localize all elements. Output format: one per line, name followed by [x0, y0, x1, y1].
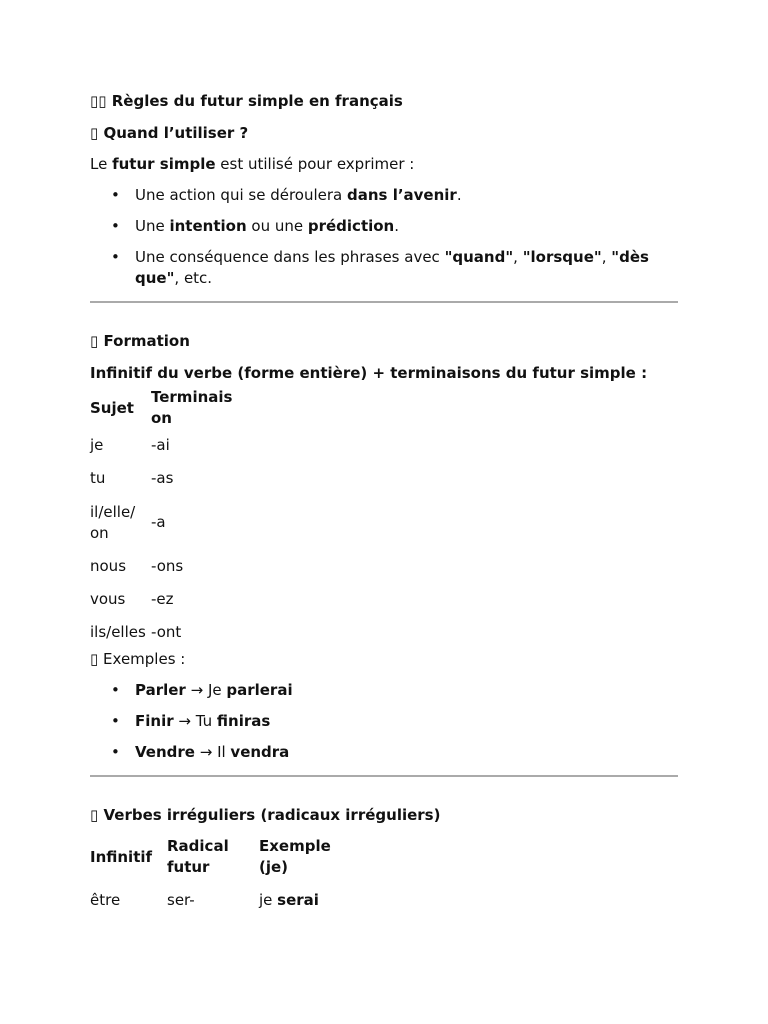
irregular-heading-text: Verbes irréguliers (radicaux irréguliers) [103, 806, 441, 824]
infinitive-cell: être [90, 890, 121, 909]
divider [90, 301, 678, 303]
formation-emoji-icon: ▯ [90, 332, 99, 350]
table-row [90, 616, 233, 649]
endings-table [90, 387, 233, 649]
ending-cell: -ons [151, 557, 184, 575]
document-title [90, 91, 678, 112]
question-emoji-icon: ▯ [90, 124, 99, 142]
subject-cell: je [90, 436, 104, 454]
list-item: • Une intention ou une prédiction. [111, 217, 400, 235]
irregular-heading [90, 805, 678, 826]
column-header-example: Exemple (je) [259, 837, 331, 876]
subject-cell: vous [90, 590, 126, 608]
ending-cell: -ai [151, 436, 170, 454]
table-header-row [90, 387, 233, 429]
list-item: • Parler → Je parlerai [111, 681, 293, 699]
ending-cell: -as [151, 469, 174, 487]
table-row [90, 583, 233, 616]
ending-cell: -ont [151, 623, 182, 641]
examples-list [90, 680, 678, 763]
bullet-icon: • [111, 248, 120, 266]
examples-label: ▯ Exemples : [90, 650, 186, 668]
usage-heading [90, 123, 678, 144]
column-header-infinitive: Infinitif [90, 847, 153, 866]
usage-list [90, 185, 678, 289]
bullet-icon: • [111, 217, 120, 235]
document-page [90, 86, 678, 921]
radical-cell: ser- [167, 890, 195, 909]
bullet-icon: • [111, 186, 120, 204]
example-cell: je serai [259, 890, 319, 909]
table-row [90, 429, 233, 462]
bullet-icon: • [111, 681, 120, 699]
formation-formula: Infinitif du verbe (forme entière) + terminaisons du futur simple : [90, 364, 648, 382]
subject-cell: ils/elles [90, 623, 146, 641]
subject-cell: nous [90, 557, 127, 575]
list-item: • Finir → Tu finiras [111, 712, 271, 730]
formation-heading-text: Formation [103, 332, 190, 350]
irregular-emoji-icon: ▯ [90, 806, 99, 824]
list-item: • Une conséquence dans les phrases avec "quand", "lorsque", "dès que", etc. [111, 248, 649, 287]
ending-cell: -ez [151, 590, 174, 608]
irregular-verbs-table [90, 835, 339, 921]
ending-cell: -a [151, 513, 166, 531]
usage-heading-text: Quand l’utiliser ? [103, 124, 249, 142]
title-text: Règles du futur simple en français [111, 92, 403, 110]
table-row [90, 495, 233, 550]
divider [90, 775, 678, 777]
bullet-icon: • [111, 743, 120, 761]
list-item: • Vendre → Il vendra [111, 743, 290, 761]
formation-heading [90, 331, 678, 352]
subject-cell: il/elle/ on [90, 502, 136, 542]
bullet-icon: • [111, 712, 120, 730]
title-emoji-icon: ▯▯ [90, 92, 107, 110]
table-row [90, 550, 233, 583]
table-row [90, 462, 233, 495]
column-header-radical: Radical futur [167, 837, 229, 876]
column-header-subject: Sujet [90, 398, 134, 417]
column-header-ending: Terminais on [151, 388, 233, 427]
usage-intro: Le futur simple est utilisé pour exprimer : [90, 155, 415, 173]
subject-cell: tu [90, 469, 106, 487]
list-item: • Une action qui se déroulera dans l’avenir. [111, 186, 462, 204]
table-header-row [90, 835, 339, 879]
table-row [90, 879, 339, 921]
examples-emoji-icon: ▯ [90, 650, 99, 668]
